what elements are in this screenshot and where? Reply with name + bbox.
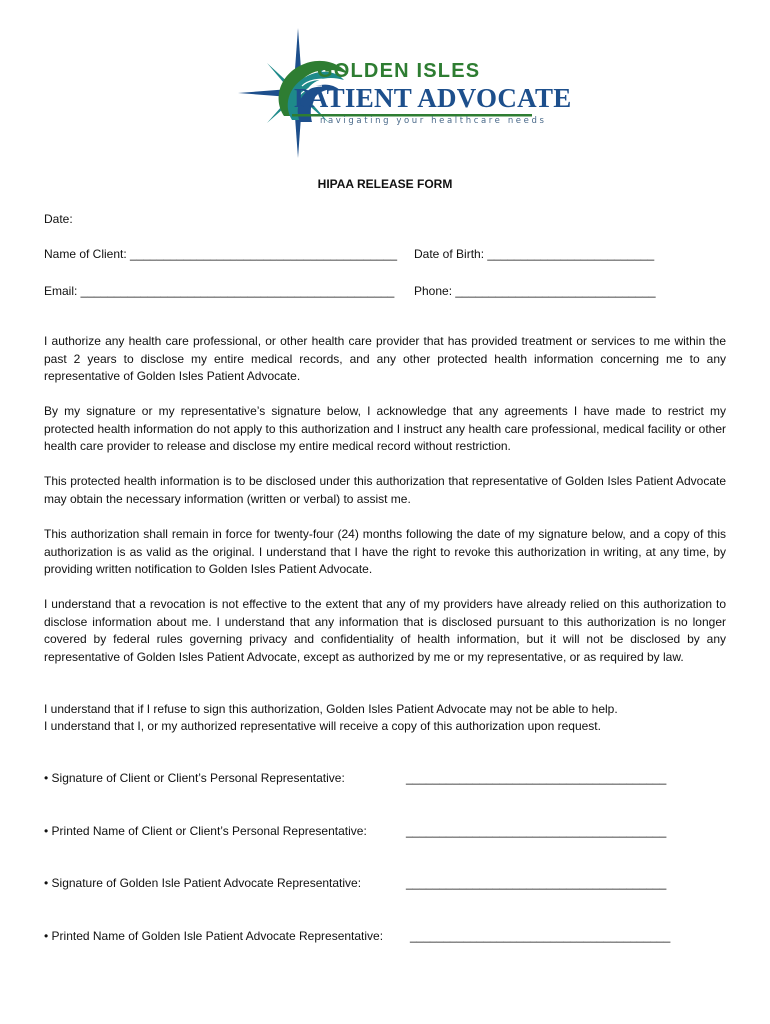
disclosure-paragraph: This protected health information is to be disclosed under this authorization that representative of Golden Isles Patient Advocate may obtain the necessary information (written or verbal) to assist me. bbox=[44, 474, 726, 506]
signature-advocate-line[interactable]: _______________________________________ bbox=[406, 876, 667, 890]
logo-tagline: navigating your healthcare needs bbox=[320, 116, 547, 126]
authorization-paragraph: I authorize any health care professional, or other health care provider that has provided treatment or services to me within the past 2 years to disclose my entire medical records, and any other protected health information concerning me to any representative of Golden Isles Patient Advocate. bbox=[44, 334, 726, 383]
copy-paragraph: I understand that I, or my authorized representative will receive a copy of this authorization upon request. bbox=[44, 719, 601, 733]
printed-name-advocate-line[interactable]: _______________________________________ bbox=[410, 929, 671, 943]
printed-name-client-label: • Printed Name of Client or Client’s Personal Representative: bbox=[44, 824, 367, 838]
duration-paragraph: This authorization shall remain in force for twenty-four (24) months following the date of my signature below, and a copy of this authorization is as valid as the original. I understand that I have the right to revoke this authorization in writing, at any time, by providing written notification to Golden Isles Patient Advocate. bbox=[44, 527, 726, 576]
logo-title-golden-isles: GOLDEN ISLES bbox=[317, 60, 481, 82]
signature-client-label: • Signature of Client or Client’s Personal Representative: bbox=[44, 771, 345, 785]
date-field[interactable]: Date: bbox=[44, 212, 73, 226]
printed-name-client-line[interactable]: _______________________________________ bbox=[406, 824, 667, 838]
date-of-birth-field[interactable]: Date of Birth: _________________________ bbox=[414, 247, 655, 261]
refusal-paragraph: I understand that if I refuse to sign this authorization, Golden Isles Patient Advocate may not be able to help. bbox=[44, 702, 618, 716]
signature-advocate-label: • Signature of Golden Isle Patient Advocate Representative: bbox=[44, 876, 362, 890]
name-of-client-field[interactable]: Name of Client: ________________________________________ bbox=[44, 247, 397, 261]
email-field[interactable]: Email: _______________________________________________ bbox=[44, 284, 395, 298]
revocation-paragraph: I understand that a revocation is not effective to the extent that any of my providers have already relied on this authorization to disclose information about me. I understand that any information that is disclosed pursuant to this authorization is no longer covered by federal rules governing privacy and confidentiality of health information, but it will not be disclosed by any representative of Golden Isles Patient Advocate, except as authorized by me or my representative, or as required by law. bbox=[44, 597, 726, 664]
logo-title-patient-advocate: PATIENT ADVOCATE bbox=[294, 83, 572, 113]
acknowledgement-paragraph: By my signature or my representative’s signature below, I acknowledge that any agreements I have made to restrict my protected health information do not apply to this authorization and I instruct any health care professional, medical facility or other health care provider to release and disclose my entire medical record without restriction. bbox=[44, 404, 726, 453]
form-title: HIPAA RELEASE FORM bbox=[317, 177, 453, 191]
phone-field[interactable]: Phone: ______________________________ bbox=[414, 284, 656, 298]
signature-client-line[interactable]: _______________________________________ bbox=[406, 771, 667, 785]
printed-name-advocate-label: • Printed Name of Golden Isle Patient Advocate Representative: bbox=[44, 929, 384, 943]
logo bbox=[232, 28, 572, 158]
